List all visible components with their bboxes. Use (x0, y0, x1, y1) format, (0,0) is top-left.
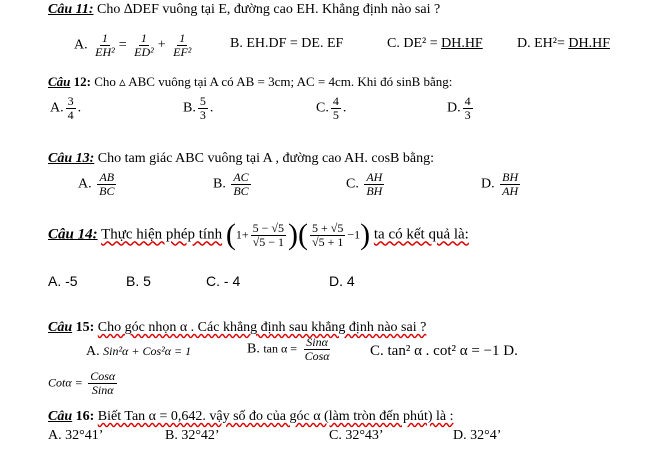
option-letter: B. (213, 176, 226, 192)
option-value: Sin²α + Cos²α = 1 (103, 344, 192, 358)
denominator: 3 (199, 108, 206, 122)
question-13-option-c (346, 171, 386, 198)
option-letter: D. (481, 176, 495, 192)
fraction (66, 95, 76, 122)
question-14-option-b: B. 5 (126, 273, 151, 289)
question-11-label: Câu 11: (48, 2, 94, 17)
question-16-option-d: D. 32°4’ (453, 428, 502, 443)
fraction (231, 171, 250, 198)
option-tail: . (77, 100, 82, 116)
denominator: ED² (134, 45, 154, 59)
question-14-option-d: D. 4 (329, 273, 355, 289)
question-16-line (48, 409, 454, 425)
fraction (364, 171, 384, 198)
option-letter: C. DE² = (387, 36, 438, 51)
denominator: 3 (464, 108, 471, 122)
fraction (463, 95, 473, 122)
denominator: Sinα (91, 383, 114, 397)
numerator: 1 (101, 31, 108, 45)
question-14-label: Câu 14: (48, 226, 98, 243)
question-14-line (48, 218, 469, 252)
question-12-number: 12: (73, 74, 91, 89)
question-13-label: Câu 13: (48, 151, 95, 166)
numerator: 5 + √5 (312, 220, 344, 235)
question-15-number: 15: (75, 320, 95, 335)
fraction (198, 95, 208, 122)
numerator: AB (99, 170, 115, 184)
denominator: BH (366, 184, 383, 198)
numerator: 1 (140, 31, 147, 45)
question-11-option-c (387, 36, 483, 52)
numerator: 5 (199, 94, 206, 108)
fraction (500, 171, 520, 198)
question-11-line (48, 2, 440, 18)
fraction (171, 32, 193, 59)
question-16-number: 16: (75, 409, 95, 424)
fraction (303, 336, 332, 363)
denominator: EH² (95, 45, 115, 59)
numerator: 5 − √5 (252, 220, 284, 235)
question-16-option-a: A. 32°41’ (48, 428, 104, 443)
question-14-text: Thực hiện phép tính (101, 226, 223, 243)
numerator: 4 (332, 94, 339, 108)
option-letter: D. (447, 100, 461, 116)
question-11-option-b: B. EH.DF = DE. EF (230, 36, 344, 51)
fraction (93, 32, 117, 59)
numerator: Cosα (90, 369, 116, 383)
option-value: DH.HF (568, 36, 610, 51)
question-13-option-b (213, 171, 253, 198)
question-11-text: Cho ∆DEF vuông tại E, đường cao EH. Khẳng định nào sai ? (97, 2, 441, 17)
option-letter: A. (78, 176, 92, 192)
left-paren: ( (298, 218, 308, 251)
question-12-option-c (316, 95, 346, 122)
expr-one: 1+ (235, 227, 249, 242)
fraction (97, 171, 116, 198)
question-15-text: Cho góc nhọn α . Các khẳng định sau khẳng định nào sai ? (97, 320, 427, 335)
denominator: √5 − 1 (252, 234, 284, 249)
option-letter: A. (86, 344, 100, 359)
fraction (310, 222, 345, 249)
question-15-option-a (86, 344, 191, 360)
question-12-option-b (183, 95, 213, 122)
numerator: 1 (179, 31, 186, 45)
fraction (88, 370, 117, 397)
left-paren: ( (225, 218, 236, 251)
question-14-option-c: C. - 4 (206, 273, 241, 289)
option-letter: C. (316, 100, 329, 116)
numerator: AC (233, 170, 249, 184)
denominator: BC (233, 184, 249, 198)
option-value: DH.HF (441, 36, 483, 51)
question-11-option-a: A. $\frac{1}{\text{EH²}}$ = $\frac{1}{\text{ED²}}$ + $\frac{1}{\text{EF²}}$ (74, 31, 192, 59)
option-lhs: tan α = (263, 341, 298, 356)
option-letter: B. (183, 100, 196, 116)
question-15-option-c (370, 343, 518, 360)
option-letter: D. EH²= (517, 36, 565, 51)
question-12-option-d (447, 95, 475, 122)
option-letter: B. (247, 341, 260, 357)
fraction (331, 95, 341, 122)
question-13-option-d (481, 171, 522, 198)
numerator: 3 (67, 94, 74, 108)
question-12-line (48, 74, 452, 90)
question-15-cot-line (48, 370, 119, 397)
question-12-text: Cho ▵ ABC vuông tại A có AB = 3cm; AC = 4cm. Khi đó sinB bằng: (94, 74, 453, 89)
question-13-text: Cho tam giác ABC vuông tại A , đường cao AH. cosB bằng: (97, 151, 434, 166)
denominator: BC (99, 184, 115, 198)
question-15-line (48, 320, 426, 336)
question-15-label: Câu (48, 320, 73, 335)
question-16-option-c: C. 32°43’ (329, 428, 384, 443)
question-16-text: Biết Tan α = 0,642. vậy số đo của góc α (làm tròn đến phút) là : (97, 409, 454, 424)
option-tail: . (209, 100, 214, 116)
question-14-option-a: A. -5 (48, 273, 78, 289)
expr-tail: −1 (347, 227, 361, 242)
question-12-option-a (50, 95, 81, 122)
numerator: BH (502, 170, 519, 184)
denominator: EF² (173, 45, 192, 59)
numerator: AH (366, 170, 383, 184)
denominator: 4 (67, 108, 74, 122)
denominator: √5 + 1 (312, 234, 344, 249)
question-13-line (48, 151, 434, 167)
option-value: C. tan² α . cot² α = −1 (370, 343, 500, 359)
question-16-option-b: B. 32°42’ (165, 428, 220, 443)
numerator: Sinα (306, 335, 328, 349)
fraction (251, 222, 286, 249)
option-letter: D. (503, 343, 518, 359)
question-13-option-a (78, 171, 118, 198)
question-14-tail: ta có kết quả là: (373, 226, 469, 243)
question-16-label: Câu (48, 409, 73, 424)
denominator: AH (502, 184, 519, 198)
option-letter: C. (346, 176, 359, 192)
right-paren: ) (360, 218, 371, 251)
option-tail: . (342, 100, 347, 116)
question-11-option-d (517, 36, 610, 52)
fraction (132, 32, 156, 59)
question-12-label: Câu (48, 74, 71, 89)
denominator: 5 (332, 108, 339, 122)
numerator: 4 (464, 94, 471, 108)
denominator: Cosα (304, 349, 330, 363)
right-paren: ) (288, 218, 298, 251)
option-letter: A. (50, 100, 64, 116)
cot-lhs: Cotα = (48, 375, 83, 390)
question-15-option-b (247, 336, 334, 363)
option-letter: A. (74, 37, 88, 53)
